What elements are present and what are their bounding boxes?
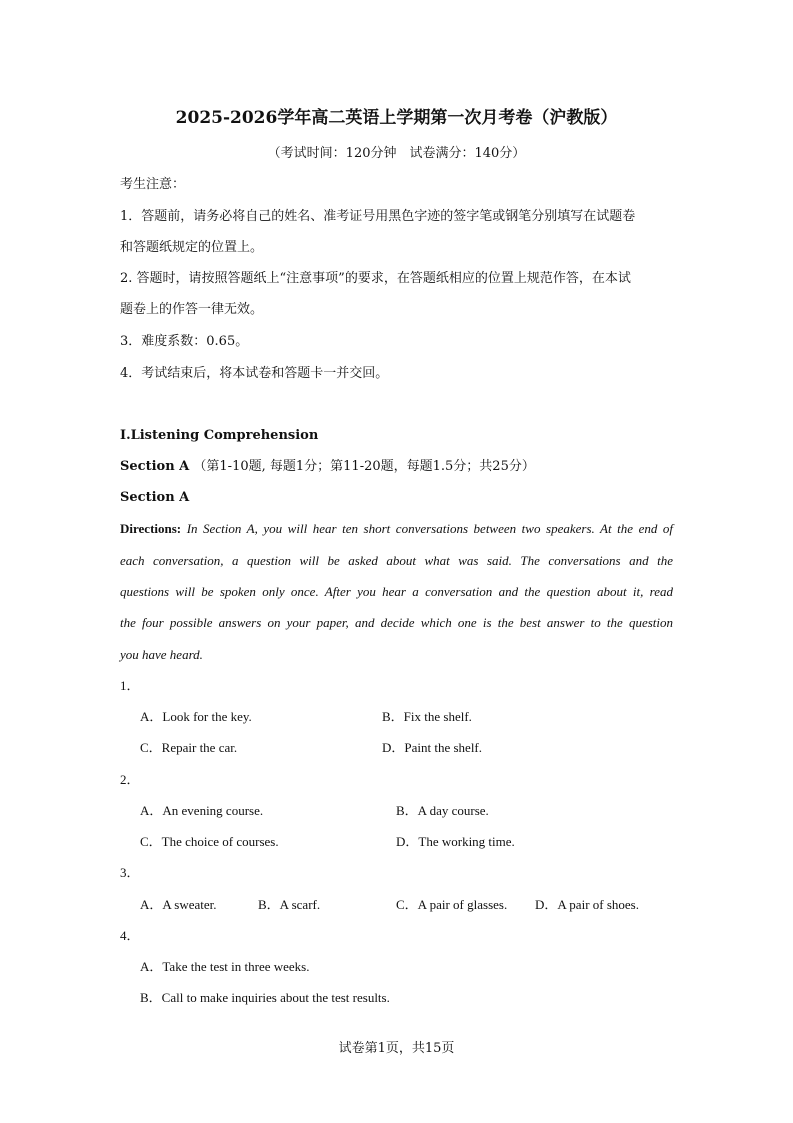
question-1-option-d: D．Paint the shelf. [382,740,483,755]
notice-item-2-line-2: 题卷上的作答一律无效。 [120,302,264,317]
question-2-option-d: D．The working time. [396,834,515,849]
part-heading: I.Listening Comprehension [120,428,319,443]
question-1-option-b: B．Fix the shelf. [382,709,472,724]
section-a-scoring: （第1-10题, 每题1分；第11-20题，每题1.5分；共25分） [193,459,535,474]
directions-line-5: you have heard. [120,647,203,662]
notice-item-1-line-2: 和答题纸规定的位置上。 [120,240,264,255]
question-4-option-a: A．Take the test in three weeks. [140,959,310,974]
question-3-number: 3． [120,865,140,880]
notice-heading: 考生注意： [120,177,186,192]
question-1-option-c: C．Repair the car. [140,740,238,755]
question-4-option-b: B．Call to make inquiries about the test results. [140,990,390,1005]
directions-line-4: the four possible answers on your paper, and decide which one is the best answer to the question [120,615,673,630]
question-3-option-a: A．A sweater. [140,897,217,912]
section-a-heading: Section A [120,490,190,505]
directions-line-1 [120,520,673,538]
directions-line-2: each conversation, a question will be asked about what was said. The conversations and the [120,553,673,568]
section-a-label: Section A [120,459,190,474]
question-1-number: 1． [120,678,140,693]
question-1-option-a: A．Look for the key. [140,709,252,724]
question-2-option-c: C．The choice of courses. [140,834,279,849]
section-a-scoring-line [120,458,535,476]
question-2-option-b: B．A day course. [396,803,489,818]
question-4-number: 4． [120,928,140,943]
exam-info: （考试时间：120分钟 试卷满分：140分） [267,146,526,161]
page-title: 2025-2026学年高二英语上学期第一次月考卷（沪教版） [175,108,618,128]
directions-text-1: In Section A, you will hear ten short conversations between two speakers. At the end of [186,521,674,536]
question-2-number: 2． [120,772,140,787]
directions-line-3: questions will be spoken only once. After you hear a conversation and the question about it, read [120,584,673,599]
question-3-option-d: D．A pair of shoes. [535,897,639,912]
notice-item-3: 3．难度系数：0.65。 [120,334,249,349]
notice-item-1-line-1: 1．答题前，请务必将自己的姓名、准考证号用黑色字迹的签字笔或钢笔分别填写在试题卷 [120,209,636,224]
question-3-option-b: B．A scarf. [258,897,321,912]
directions-label: Directions: [120,521,182,536]
question-2-option-a: A．An evening course. [140,803,264,818]
notice-item-2-line-1: 2. 答题时，请按照答题纸上“注意事项”的要求，在答题纸相应的位置上规范作答，在本试 [120,271,631,286]
page-footer: 试卷第1页，共15页 [338,1041,455,1056]
notice-item-4: 4．考试结束后，将本试卷和答题卡一并交回。 [120,366,389,381]
question-3-option-c: C．A pair of glasses. [396,897,508,912]
